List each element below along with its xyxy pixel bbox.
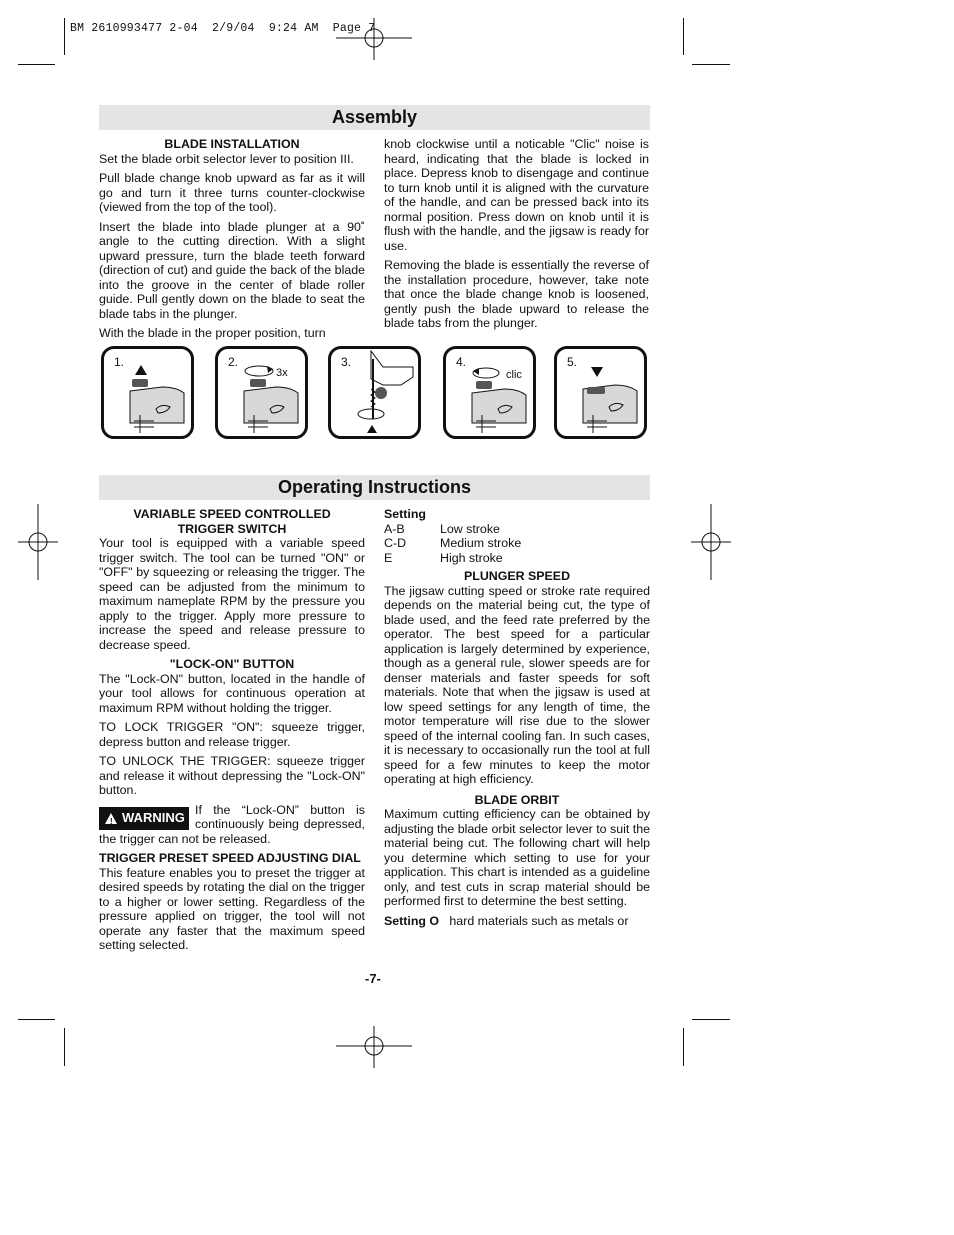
step-5-illustration — [554, 346, 647, 439]
preset-dial-heading: TRIGGER PRESET SPEED ADJUSTING DIAL — [99, 851, 361, 865]
setting-o-line — [384, 914, 650, 929]
variable-speed-heading: VARIABLE SPEED CONTROLLED TRIGGER SWITCH — [133, 507, 331, 536]
crop-mark — [683, 1028, 684, 1066]
blade-installation-heading: BLADE INSTALLATION — [164, 137, 300, 151]
paragraph: Your tool is equipped with a variable speed trigger switch. The tool can be turned "ON" or "OFF" by squeezing or releasing the trigger. The speed can be adjusted from the minimum to maximum nameplate RPM by the pressure you apply to the trigger. Apply more pressure to increase the speed and release pressure to decrease speed. — [99, 536, 365, 652]
crop-mark — [692, 1019, 730, 1020]
setting-row: E High stroke — [384, 550, 503, 565]
registration-mark-bottom — [336, 1026, 412, 1068]
paragraph: TO UNLOCK THE TRIGGER: squeeze trigger and release it without depressing the "Lock-ON" button. — [99, 754, 365, 797]
crop-mark — [64, 1028, 65, 1066]
page-number: -7- — [365, 971, 381, 986]
blade-orbit-heading: BLADE ORBIT — [474, 792, 560, 807]
warning-notice — [99, 803, 365, 847]
assembly-left-column — [99, 137, 365, 346]
crop-mark — [18, 64, 55, 65]
warning-label: WARNING — [122, 809, 185, 825]
step-label: clic — [506, 369, 522, 381]
blade-insert-icon — [331, 349, 418, 436]
paragraph: Removing the blade is essentially the reverse of the installation procedure, however, take note that once the blade change knob is loosened, gently push the blade upward to release the blade tabs from the plunger. — [384, 258, 649, 330]
warning-badge — [99, 807, 189, 830]
paragraph: Maximum cutting efficiency can be obtained by adjusting the blade orbit selector lever to suit the material being cut. The following chart will help you determine which setting to use for your application. This chart is intended as a guideline only, and test cuts in scrap material should be performed first to determine the best setting. — [384, 807, 650, 908]
crop-mark — [18, 1019, 55, 1020]
setting-row: C-D Medium stroke — [384, 536, 522, 550]
setting-o-label: Setting O — [384, 913, 440, 928]
plunger-speed-heading: PLUNGER SPEED — [463, 569, 571, 583]
paragraph: The jigsaw cutting speed or stroke rate required depends on the material being cut, the type of blade used, and the feed rate preferred by the operator. The best speed for a particular application is largely determined by experience, though as a general rule, slower speeds are for denser materials and faster speeds for soft materials. Note that when the jigsaw is used at low speed settings for any length of time, the motor temperature will rise due to the slower speed of the internal cooling fan. In such cases, it is necessary to occasionally run the tool at full speed for a few minutes to keep the motor operating at high efficiency. — [384, 583, 650, 786]
crop-mark — [683, 18, 684, 55]
paragraph: Pull blade change knob upward as far as it will go and turn it three turns counter-clockwise (viewed from the top of the tool). — [99, 171, 365, 214]
assembly-title: Assembly — [99, 105, 650, 130]
registration-mark-right — [691, 504, 731, 580]
step-number: 3. — [341, 355, 352, 369]
press-down-icon — [557, 349, 644, 436]
setting-o-text: hard materials such as metals or — [449, 913, 629, 928]
setting-row: A-B Low stroke — [384, 521, 500, 536]
assembly-right-column — [384, 137, 649, 336]
step-2-illustration — [215, 346, 308, 439]
crop-mark — [692, 64, 730, 65]
paragraph: This feature enables you to preset the trigger at desired speeds by rotating the dial on the trigger to a higher or lower setting. Regardless of the pressure applied on trigger, the tool will not operate any faster that the maximum speed setting selected. — [99, 865, 365, 952]
warning-triangle-icon: ! — [105, 813, 117, 824]
setting-heading: Setting — [384, 507, 426, 521]
paragraph: Insert the blade into blade plunger at a 90˚ angle to the cutting direction. With a slight upward pressure, turn the blade teeth forward (direction of cut) and guide the back of the blade into the groove in the center of blade roller guide. Pull gently down on the blade to seat the blade tabs in the plunger. — [99, 219, 365, 321]
step-4-illustration — [443, 346, 536, 439]
clic-knob-icon — [446, 349, 533, 436]
step-label: 3x — [276, 367, 288, 379]
step-number: 5. — [567, 355, 578, 369]
paragraph: The "Lock-ON" button, located in the handle of your tool allows for continuous operation at maximum RPM without holding the trigger. — [99, 671, 365, 715]
operating-left-column — [99, 507, 365, 958]
step-number: 1. — [114, 355, 125, 369]
warning-text: If the “Lock-ON” button is continuously being depressed, the trigger can not be released. — [99, 802, 365, 846]
operating-right-column — [384, 507, 650, 933]
paragraph: TO LOCK TRIGGER "ON": squeeze trigger, depress button and release trigger. — [99, 720, 365, 749]
rotate-knob-icon — [218, 349, 305, 436]
paragraph: Set the blade orbit selector lever to position III. — [99, 151, 354, 166]
lock-on-heading: "LOCK-ON" BUTTON — [169, 657, 295, 671]
step-1-illustration — [101, 346, 194, 439]
paragraph: With the blade in the proper position, turn — [99, 326, 326, 340]
step-number: 2. — [228, 355, 239, 369]
step-number: 4. — [456, 355, 467, 369]
crop-mark — [64, 18, 65, 55]
step-3-illustration — [328, 346, 421, 439]
operating-instructions-title: Operating Instructions — [99, 475, 650, 500]
registration-mark-left — [18, 504, 58, 580]
print-slug: BM 2610993477 2-04 2/9/04 9:24 AM Page 7 — [70, 22, 376, 35]
paragraph: knob clockwise until a noticable "Clic" noise is heard, indicating that the blade is locked in place. Depress knob to disengage and continue to turn knob until it is aligned with the curvature of the handle, and can be pressed back into its normal position. Press down on knob until it is flush with the handle, and the jigsaw is ready for use. — [384, 137, 649, 253]
jigsaw-handle-icon — [104, 349, 191, 436]
